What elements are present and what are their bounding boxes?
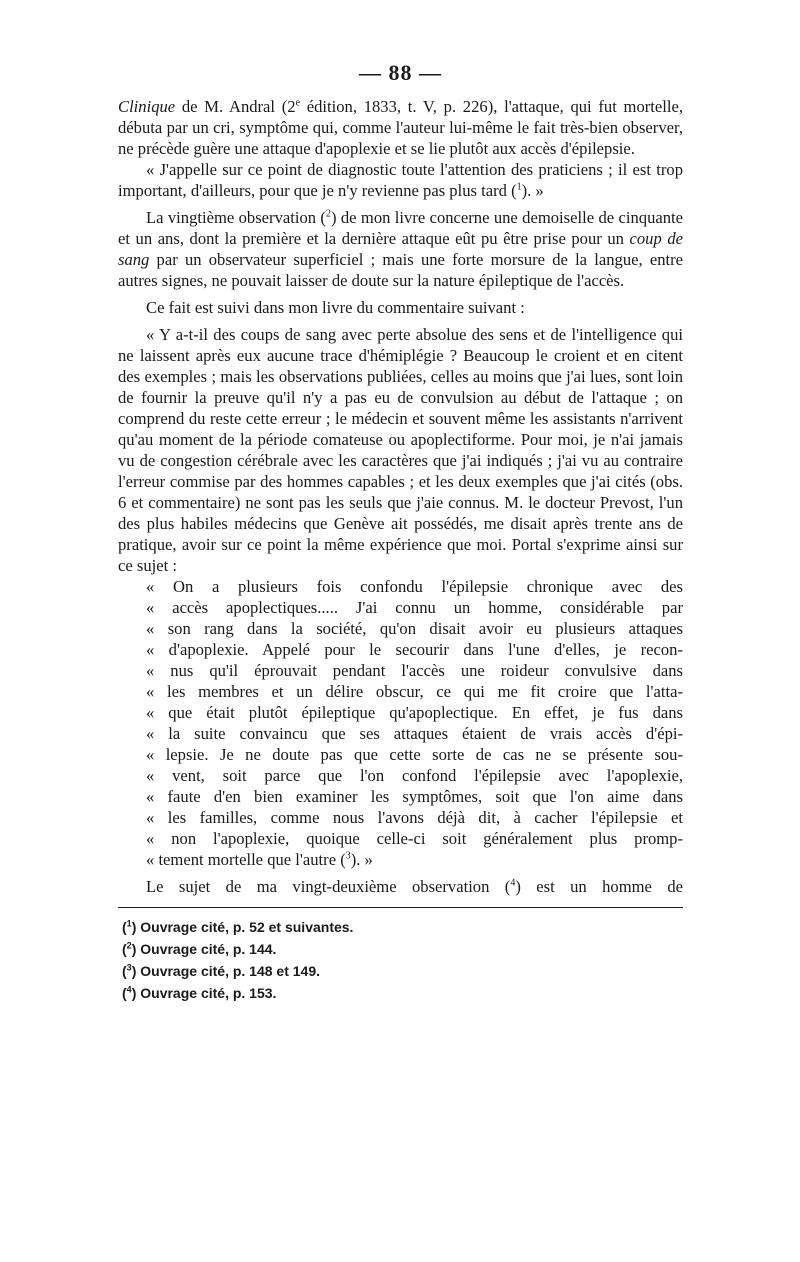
footnote-reference: 4 [510, 877, 516, 889]
quote-line: « accès apoplectiques..... J'ai connu un homme, considérable par [146, 598, 683, 617]
footnote-reference: e [295, 97, 301, 109]
quote-line: « faute d'en bien examiner les symptômes, soit que l'on aime dans [146, 787, 683, 806]
quote-line-last [146, 849, 683, 870]
quote-line: « non l'apoplexie, quoique celle-ci soit généralement plus promp- [146, 829, 683, 848]
text-segment: ) de mon livre concerne une demoiselle de cinquante et un ans, dont la première et la dernière attaque eût pu être prise pour un [118, 208, 683, 248]
paragraph-p2 [118, 159, 683, 201]
quote-line: « les membres et un délire obscur, ce qui me fit croire que l'atta- [146, 682, 683, 701]
portal-quotation [118, 576, 683, 870]
footnote: ($^2$) Ouvrage cité, p. 144. [122, 940, 277, 957]
footnote-reference: 3 [345, 850, 351, 862]
text-segment: de M. Andral (2 [175, 97, 296, 116]
footnote-reference: 2 [325, 208, 331, 220]
text-segment: Le sujet de ma vingt-deuxième observation ( [146, 877, 511, 896]
quote-line: « vent, soit parce que l'on confond l'épilepsie avec l'apoplexie, [146, 766, 683, 785]
paragraph-p4 [118, 297, 683, 318]
quote-line: « la suite convaincu que ses attaques étaient de vrais accès d'épi- [146, 724, 683, 743]
text-segment: par un observateur superficiel ; mais une forte morsure de la langue, entre autres signes, ne pouvait laisser de doute sur la nature épileptique de l'accès. [118, 250, 683, 290]
footnote-text: Ouvrage cité, p. 144. [140, 941, 277, 957]
closing-paragraph [118, 876, 683, 897]
page-number: — 88 — [359, 60, 442, 85]
text-segment: ) est un homme de [515, 877, 683, 896]
quote-line: « On a plusieurs fois confondu l'épilepsie chronique avec des [146, 577, 683, 596]
quote-line: « d'apoplexie. Appelé pour le secourir dans l'une d'elles, je recon- [146, 640, 683, 659]
italic-text: coup de sang [118, 229, 683, 269]
footnote-mark: 1 [126, 918, 132, 929]
quote-line: « que était plutôt épileptique qu'apoplectique. En effet, je fus dans [146, 703, 683, 722]
quote-line: « nus qu'il éprouvait pendant l'accès une roideur convulsive dans [146, 661, 683, 680]
quote-text: « tement mortelle que l'autre ( [146, 850, 346, 869]
quote-line: « les familles, comme nous l'avons déjà dit, à cacher l'épilepsie et [146, 808, 683, 827]
body-text [118, 96, 683, 576]
footnote-text: Ouvrage cité, p. 148 et 149. [140, 963, 321, 979]
footnote-text: Ouvrage cité, p. 153. [140, 985, 277, 1001]
footnote-rule [118, 907, 683, 908]
text-segment: « J'appelle sur ce point de diagnostic toute l'attention des praticiens ; il est trop important, d'ailleurs, pour que je n'y revienne pas plus tard ( [118, 160, 683, 200]
footnotes [118, 916, 683, 1004]
paragraph-p5 [118, 324, 683, 576]
footnote: ($^1$) Ouvrage cité, p. 52 et suivantes. [122, 918, 354, 935]
text-segment: ). » [521, 181, 544, 200]
footnote: ($^3$) Ouvrage cité, p. 148 et 149. [122, 962, 321, 979]
quote-text: ). » [350, 850, 373, 869]
quote-line: « lepsie. Je ne doute pas que cette sorte de cas ne se présente sou- [146, 745, 683, 764]
footnote-mark: 3 [126, 962, 132, 973]
text-segment: La vingtième observation ( [146, 208, 326, 227]
text-segment: Ce fait est suivi dans mon livre du commentaire suivant : [146, 298, 525, 317]
text-segment: « Y a-t-il des coups de sang avec perte absolue des sens et de l'intelligence qui ne laissent après eux aucune trace d'hémiplégie ? Beaucoup le croient et en citent des exemples ; mais les observations publiées, celles au moins que j'ai lues, sont loin de fournir la preuve qu'il n'y a pas eu de convulsion au début de l'attaque ; on comprend du reste cette erreur ; le médecin et souvent même les assistants n'arrivent qu'au moment de la période comateuse ou apoplectiforme. Pour moi, je n'ai jamais vu de congestion cérébrale avec les caractères que j'ai indiqués ; j'ai vu au contraire l'erreur commise par des hommes capables ; et les deux exemples que j'ai cités (obs. 6 et commentaire) ne sont pas les seuls que j'aie connus. M. le docteur Prevost, l'un des plus habiles médecins que Genève ait possédés, me disait après trente ans de pratique, avoir sur ce point la même expérience que moi. Portal s'exprime ainsi sur ce sujet : [118, 325, 683, 575]
italic-text: Clinique [118, 97, 176, 116]
paragraph-p1 [118, 96, 683, 159]
quote-line: « son rang dans la société, qu'on disait avoir eu plusieurs attaques [146, 619, 683, 638]
page [118, 60, 683, 1004]
paragraph-p3 [118, 207, 683, 291]
footnote-text: Ouvrage cité, p. 52 et suivantes. [140, 919, 354, 935]
footnote: ($^4$) Ouvrage cité, p. 153. [122, 984, 277, 1001]
text-segment: édition, 1833, t. V, p. 226), l'attaque, qui fut mortelle, débuta par un cri, symptôme qui, comme l'auteur lui-même le fait très-bien observer, ne précède guère une attaque d'apoplexie et se lie plutôt aux accès d'épilepsie. [118, 97, 683, 158]
footnote-mark: 4 [126, 984, 132, 995]
footnote-mark: 2 [126, 940, 132, 951]
footnote-reference: 1 [516, 181, 522, 193]
